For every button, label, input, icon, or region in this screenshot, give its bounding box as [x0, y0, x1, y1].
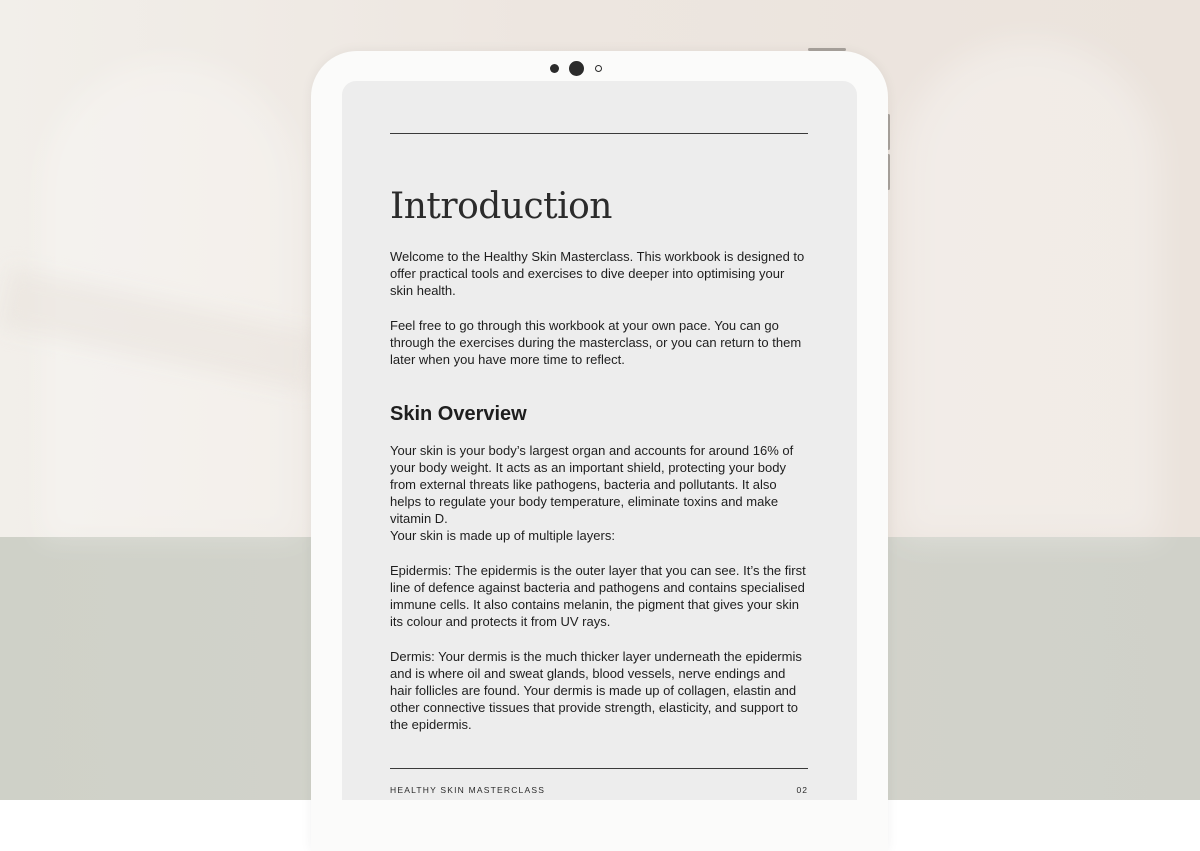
sensor-icon	[550, 64, 559, 73]
section-paragraph-3: Epidermis: The epidermis is the outer layer that you can see. It’s the first line of defence against bacteria and pathogens and contains specialised immune cells. It also contains melanin, the pigment that gives your skin its colour and protects it from UV rays.	[390, 563, 806, 630]
section-paragraph-4: Dermis: Your dermis is the much thicker layer underneath the epidermis and is where oil and sweat glands, blood vessels, nerve endings and hair follicles are found. Your dermis is made up of collagen, elastin and other connective tissues that provide strength, elasticity, and support to the epidermis.	[390, 649, 802, 733]
tablet-screen	[342, 81, 857, 800]
intro-paragraph-2: Feel free to go through this workbook at your own pace. You can go through the exercises during the masterclass, or you can return to them later when you have more time to reflect.	[390, 318, 802, 368]
section-paragraph-1: Your skin is your body’s largest organ and accounts for around 16% of your body weight. It acts as an important shield, protecting your body from external threats like pathogens, bacteria and pollutants. It also helps to regulate your body temperature, eliminate toxins and make vitamin D.	[390, 443, 794, 527]
top-divider	[390, 133, 808, 134]
page-number: 02	[796, 785, 808, 795]
footer-label: HEALTHY SKIN MASTERCLASS	[390, 785, 546, 795]
intro-paragraph-1: Welcome to the Healthy Skin Masterclass. This workbook is designed to offer practical tools and exercises to dive deeper into optimising your skin health.	[390, 249, 805, 299]
bottom-divider	[390, 768, 808, 769]
page-title: Introduction	[390, 186, 612, 227]
light-sensor-icon	[595, 65, 602, 72]
section-heading: Skin Overview	[390, 403, 527, 425]
camera-icon	[569, 61, 584, 76]
window-shadow-right	[900, 40, 1160, 540]
section-paragraph-2: Your skin is made up of multiple layers:	[390, 528, 615, 543]
